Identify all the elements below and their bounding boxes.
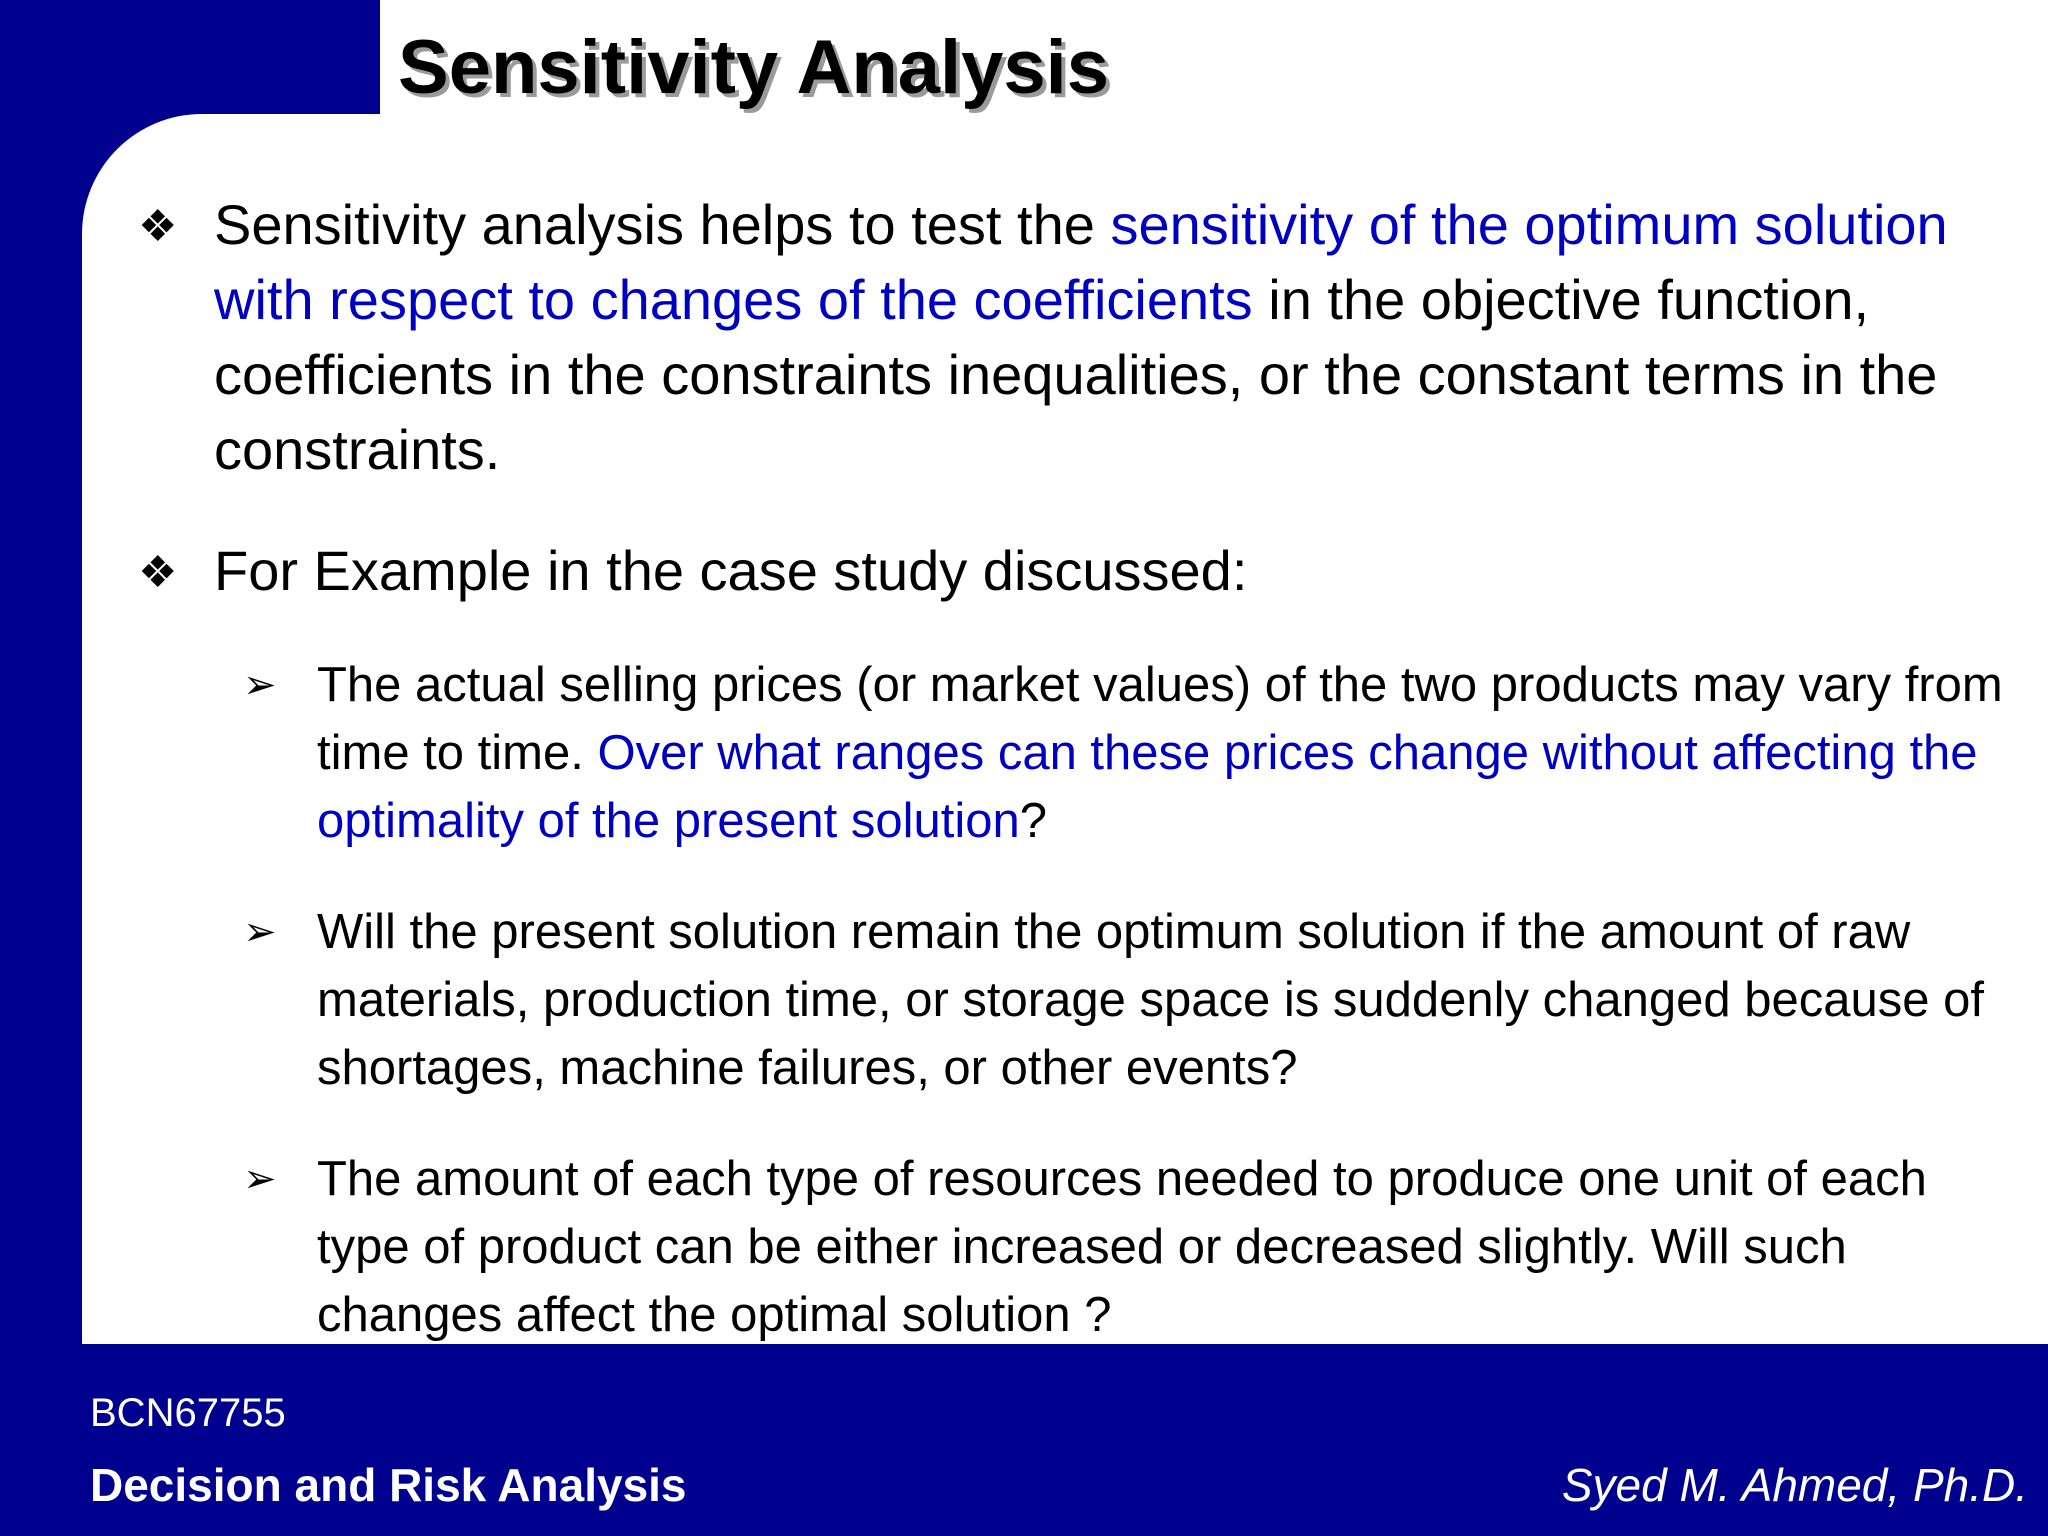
- bullet-text: in the objective function, coefficients in the constraints inequalities, or the constant terms in the constraints.: [214, 268, 1938, 481]
- footer-author: Syed M. Ahmed, Ph.D.: [1561, 1459, 2028, 1511]
- arrow-bullet-icon: ➢: [243, 909, 277, 955]
- sub-bullet-unit-resources: [243, 1145, 2017, 1349]
- sub-bullet-resource-changes: [243, 898, 2017, 1102]
- sub-bullet-highlight-text: Over what ranges can these prices change without affecting the optimality of the present solution: [317, 726, 1978, 848]
- sub-bullet-text: Will the present solution remain the optimum solution if the amount of raw materials, production time, or storage space is suddenly changed because of shortages, machine failures, or other events?: [317, 905, 1984, 1095]
- arrow-bullet-icon: ➢: [243, 662, 277, 708]
- bullet-example-intro: [138, 533, 1994, 608]
- sub-bullet-text: The actual selling prices (or market values) of the two products may vary from time to time.: [317, 658, 2003, 780]
- footer-course-code: BCN67755: [90, 1391, 286, 1435]
- bullet-highlight-text: sensitivity of the optimum solution with respect to changes of the coefficients: [214, 193, 1948, 331]
- page-title: Sensitivity Analysis: [398, 25, 1110, 110]
- arrow-bullet-icon: ➢: [243, 1156, 277, 1202]
- sub-bullet-text: ?: [1019, 794, 1047, 848]
- diamond-bullet-icon: ❖: [138, 548, 178, 597]
- sub-bullet-text: The amount of each type of resources needed to produce one unit of each type of product can be either increased or decreased slightly. Will such changes affect the optimal solution ?: [317, 1152, 1927, 1342]
- bullet-text: For Example in the case study discussed:: [214, 539, 1248, 602]
- diamond-bullet-icon: ❖: [138, 202, 178, 251]
- bullet-text: Sensitivity analysis helps to test the: [214, 193, 1111, 256]
- sub-bullet-selling-prices: [243, 651, 2017, 855]
- bullet-sensitivity-definition: [138, 187, 1994, 487]
- footer-course-name: Decision and Risk Analysis: [90, 1459, 687, 1511]
